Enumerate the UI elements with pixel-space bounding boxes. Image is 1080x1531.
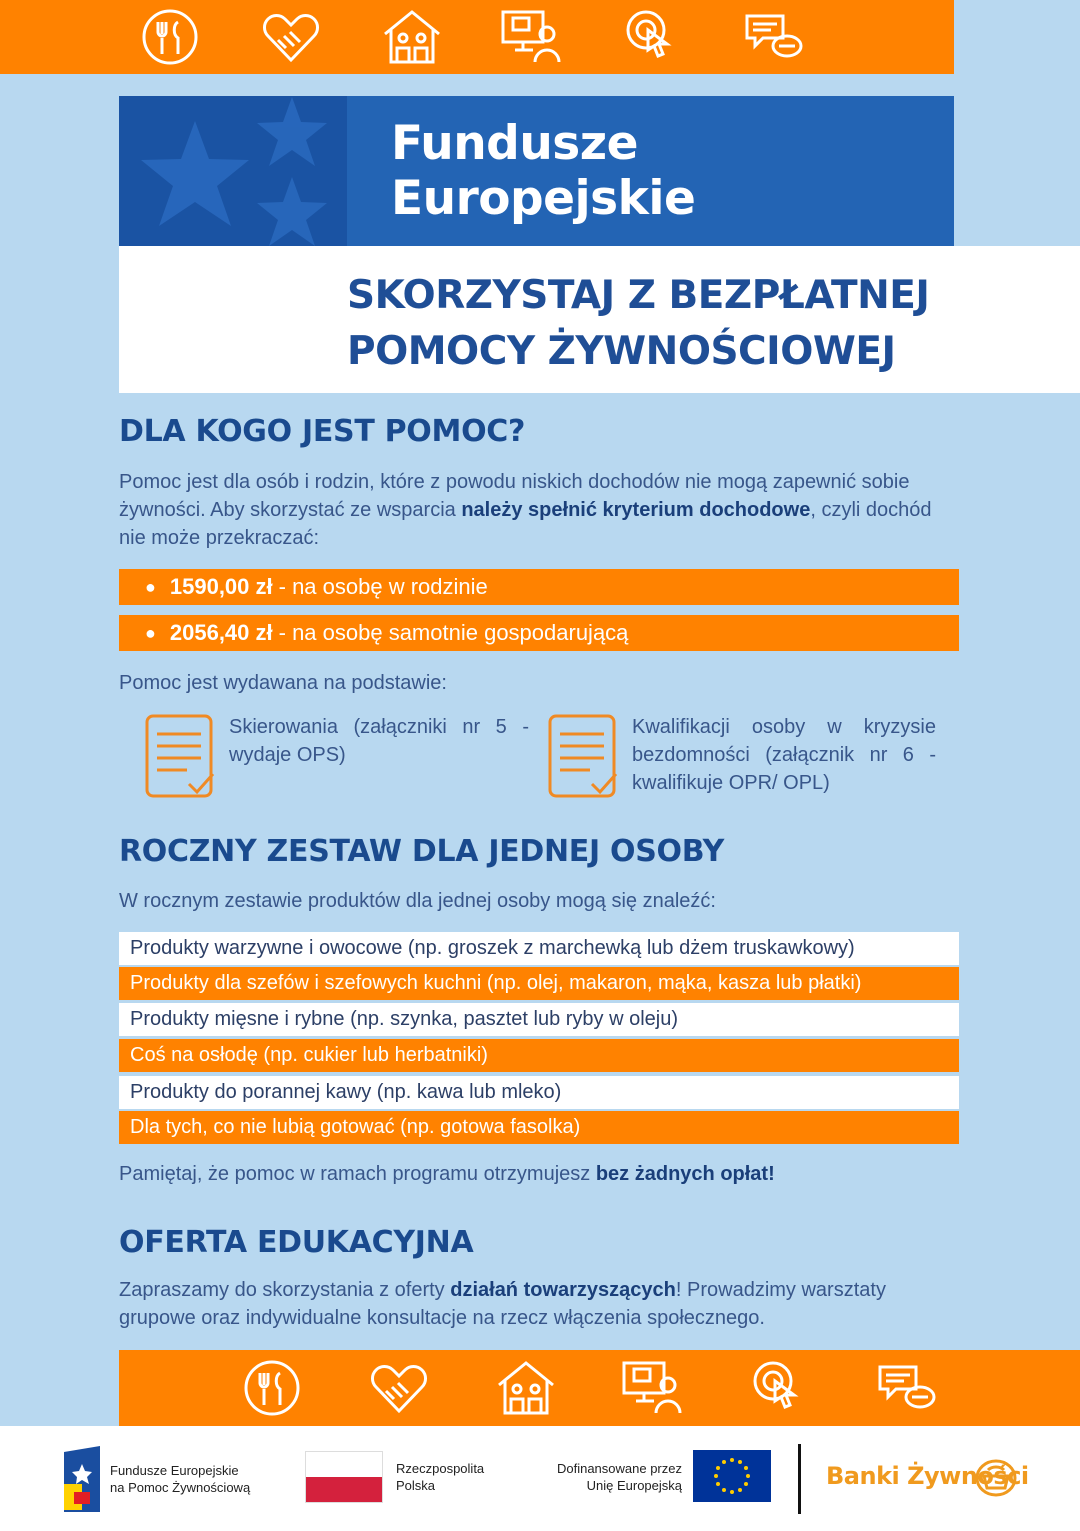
section-heading-who: DLA KOGO JEST POMOC? — [119, 414, 526, 449]
product-row: Produkty mięsne i rybne (np. szynka, pasztet lub ryby w oleju) — [119, 1003, 959, 1036]
fundusze-europejskie-logo — [60, 1444, 104, 1514]
banki-zywnosci-basket-icon — [974, 1458, 1018, 1498]
eu-flag — [693, 1450, 771, 1502]
basis-item: Kwalifikacji osoby w kryzysie bezdomności (załącznik nr 6 - kwalifikuje OPR/ OPL) — [546, 710, 938, 802]
eu-funding-text: Dofinansowane przez Unię Europejską — [556, 1461, 682, 1493]
top-icon-band — [0, 0, 954, 74]
education-text: Zapraszamy do skorzystania z oferty działań towarzyszących! Prowadzimy warsztaty grupowe oraz indywidualne konsultacje na rzecz włączenia społecznego. — [119, 1279, 886, 1329]
product-row: Coś na osłodę (np. cukier lub herbatniki) — [119, 1039, 959, 1072]
polish-flag — [305, 1451, 383, 1503]
food-icon — [239, 1357, 305, 1419]
fe-logo-text: Fundusze Europejskie na Pomoc Żywnościową — [110, 1463, 251, 1495]
free-of-charge-note: Pamiętaj, że pomoc w ramach programu otrzymujesz bez żadnych opłat! — [119, 1163, 775, 1185]
page-subtitle — [347, 268, 929, 380]
click-icon — [620, 6, 686, 68]
basis-label: Pomoc jest wydawana na podstawie: — [119, 672, 447, 694]
eligibility-intro: Pomoc jest dla osób i rodzin, które z powodu niskich dochodów nie mogą zapewnić sobie żywności. Aby skorzystać ze wsparcia należy spełnić kryterium dochodowe, czyli dochód nie może przekraczać: — [119, 471, 932, 549]
subtitle-box — [119, 246, 1080, 393]
footer-divider — [798, 1444, 801, 1514]
click-icon — [747, 1357, 813, 1419]
package-intro: W rocznym zestawie produktów dla jednej osoby mogą się znaleźć: — [119, 890, 716, 912]
food-icon — [137, 6, 203, 68]
eu-stars-decoration — [119, 96, 347, 246]
document-check-icon — [143, 710, 223, 802]
page-title: Fundusze Europejskie — [391, 116, 696, 226]
product-row: Produkty do porannej kawy (np. kawa lub mleko) — [119, 1076, 959, 1109]
handshake-heart-icon — [366, 1357, 432, 1419]
basis-item: Skierowania (załączniki nr 5 - wydaje OPS) — [143, 710, 533, 802]
income-criterion: ● 1590,00 zł - na osobę w rodzinie — [119, 569, 959, 605]
section-heading-package: ROCZNY ZESTAW DLA JEDNEJ OSOBY — [119, 834, 725, 869]
product-row: Produkty dla szefów i szefowych kuchni (np. olej, makaron, mąka, kasza lub płatki) — [119, 967, 959, 1000]
subtitle-line-2: POMOCY ŻYWNOŚCIOWEJ — [347, 329, 896, 374]
family-house-icon — [493, 1357, 559, 1419]
family-house-icon — [379, 6, 445, 68]
banki-zywnosci-logo-text: Banki Żywności — [826, 1462, 1029, 1490]
bottom-icon-band — [119, 1350, 1080, 1426]
online-support-icon — [499, 6, 565, 68]
online-support-icon — [620, 1357, 686, 1419]
footer-logos — [0, 1426, 1080, 1531]
product-row: Produkty warzywne i owocowe (np. groszek z marchewką lub dżem truskawkowy) — [119, 932, 959, 965]
conversation-icon — [874, 1357, 940, 1419]
subtitle-line-1: SKORZYSTAJ Z BEZPŁATNEJ — [347, 273, 930, 318]
rp-logo-text: Rzeczpospolita Polska — [396, 1461, 485, 1493]
conversation-icon — [741, 6, 807, 68]
handshake-heart-icon — [258, 6, 324, 68]
income-criterion: ● 2056,40 zł - na osobę samotnie gospodarującą — [119, 615, 959, 651]
product-row: Dla tych, co nie lubią gotować (np. gotowa fasolka) — [119, 1111, 959, 1144]
hero-banner — [119, 96, 954, 246]
document-check-icon — [546, 710, 626, 802]
section-heading-education: OFERTA EDUKACYJNA — [119, 1225, 474, 1260]
